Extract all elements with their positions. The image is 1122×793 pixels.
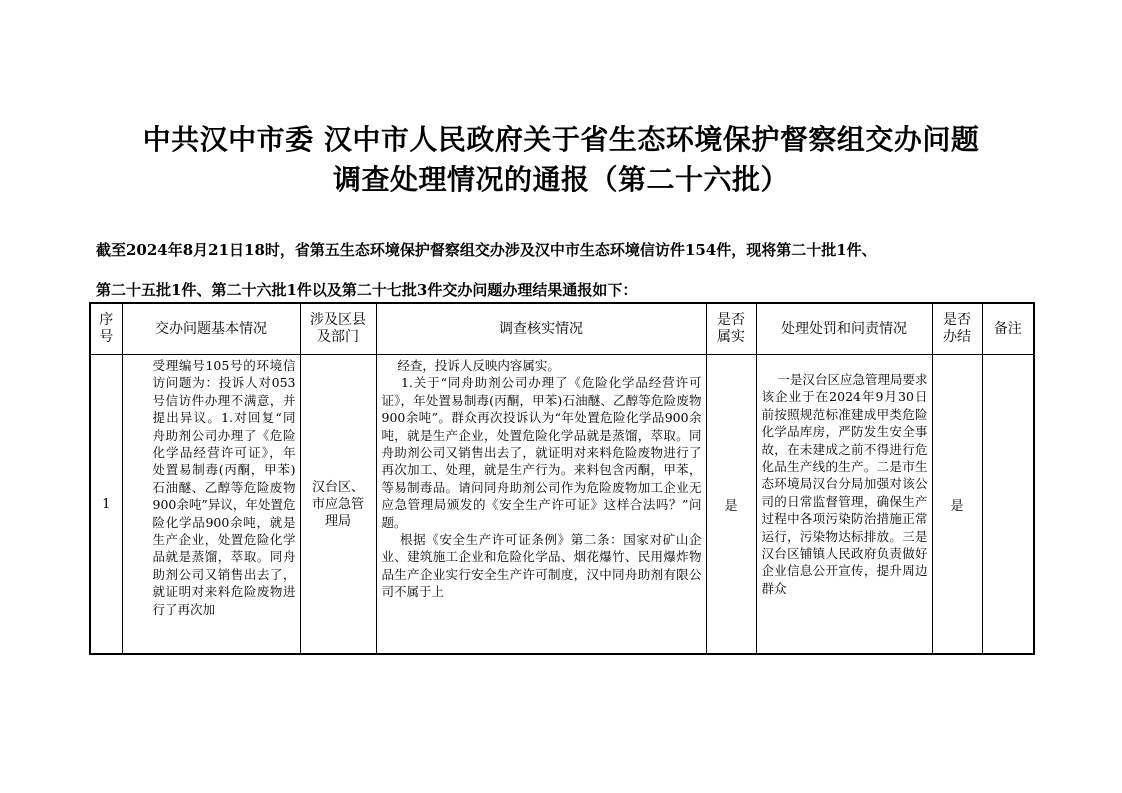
table-header-row (90, 303, 1034, 355)
cell-investigation (376, 355, 706, 655)
region-text: 汉台区、市应急管理局 (311, 479, 364, 529)
header-closed: 是否办结 (932, 303, 982, 355)
header-seq: 序号 (90, 303, 122, 355)
cell-remark (982, 355, 1034, 655)
cell-closed: 是 (932, 355, 982, 655)
header-region: 涉及区县及部门 (300, 303, 376, 355)
report-table (89, 302, 1035, 655)
table-row (90, 355, 1034, 655)
cell-basic-situation (122, 355, 300, 655)
cell-seq: 1 (90, 355, 122, 655)
intro-line2: 第二十五批1件、第二十六批1件以及第二十七批3件交办问题办理结果通报如下： (96, 281, 638, 299)
handling-text: 一是汉台区应急管理局要求该企业于在2024年9月30日前按照规范标准建成甲类危险化学品库房，严防发生安全事故，在未建成之前不得进行危化品生产线的生产。二是市生态环境局汉台分局加强对该公司的日常监督管理，确保生产过程中各项污染防治措施正常运行，污染物达标排放。三是汉台区铺镇人民政府负责做好企业信息公开宣传，提升周边群众 (761, 372, 928, 596)
basic-situation-text: 受理编号105号的环境信访问题为：投诉人对053号信访件办理不满意，并提出异议。1.对回复“同舟助剂公司办理了《危险化学品经营许可证》，年处置易制毒(丙酮，甲苯)石油醚、乙醇等危险废物900余吨”异议，年处置危险化学品900余吨，就是生产企业，处置危险化学品就是蒸馏，萃取。同舟助剂公司又销售出去了，就证明对来料危险废物进行了再次加 (152, 358, 296, 617)
header-verified: 是否属实 (706, 303, 756, 355)
document-title-line1: 中共汉中市委 汉中市人民政府关于省生态环境保护督察组交办问题 (142, 123, 980, 156)
header-remark: 备注 (982, 303, 1034, 355)
investigation-text: 经查，投诉人反映内容属实。 1.关于“同舟助剂公司办理了《危险化学品经营许可证》，年处置易制毒(丙酮，甲苯)石油醚、乙醇等危险废物900余吨”。群众再次投诉认为“年处置危险化学品900余吨，就是生产企业，处置危险化学品就是蒸馏，萃取。同舟助剂公司又销售出去了，就证明对来料危险废物进行了再次加工、处理，就是生产行为。来料包含丙酮，甲苯，等易制毒品。请问同舟助剂公司作为危险废物加工企业无应急管理局颁发的《安全生产许可证》这样合法吗？”问题。 根据《安全生产许可证条例》第二条：国家对矿山企业、建筑施工企业和危险化学品、烟花爆竹、民用爆炸物品生产企业实行安全生产许可制度，汉中同舟助剂有限公司不属于上 (381, 358, 702, 600)
document-title-line2: 调查处理情况的通报（第二十六批） (332, 163, 789, 196)
cell-handling (756, 355, 932, 655)
intro-line1: 截至2024年8月21日18时，省第五生态环境保护督察组交办涉及汉中市生态环境信访件154件，现将第二十批1件、 (96, 241, 877, 259)
cell-region (300, 355, 376, 655)
header-investigation: 调查核实情况 (376, 303, 706, 355)
header-basic-situation: 交办问题基本情况 (122, 303, 300, 355)
header-handling: 处理处罚和问责情况 (756, 303, 932, 355)
cell-verified: 是 (706, 355, 756, 655)
